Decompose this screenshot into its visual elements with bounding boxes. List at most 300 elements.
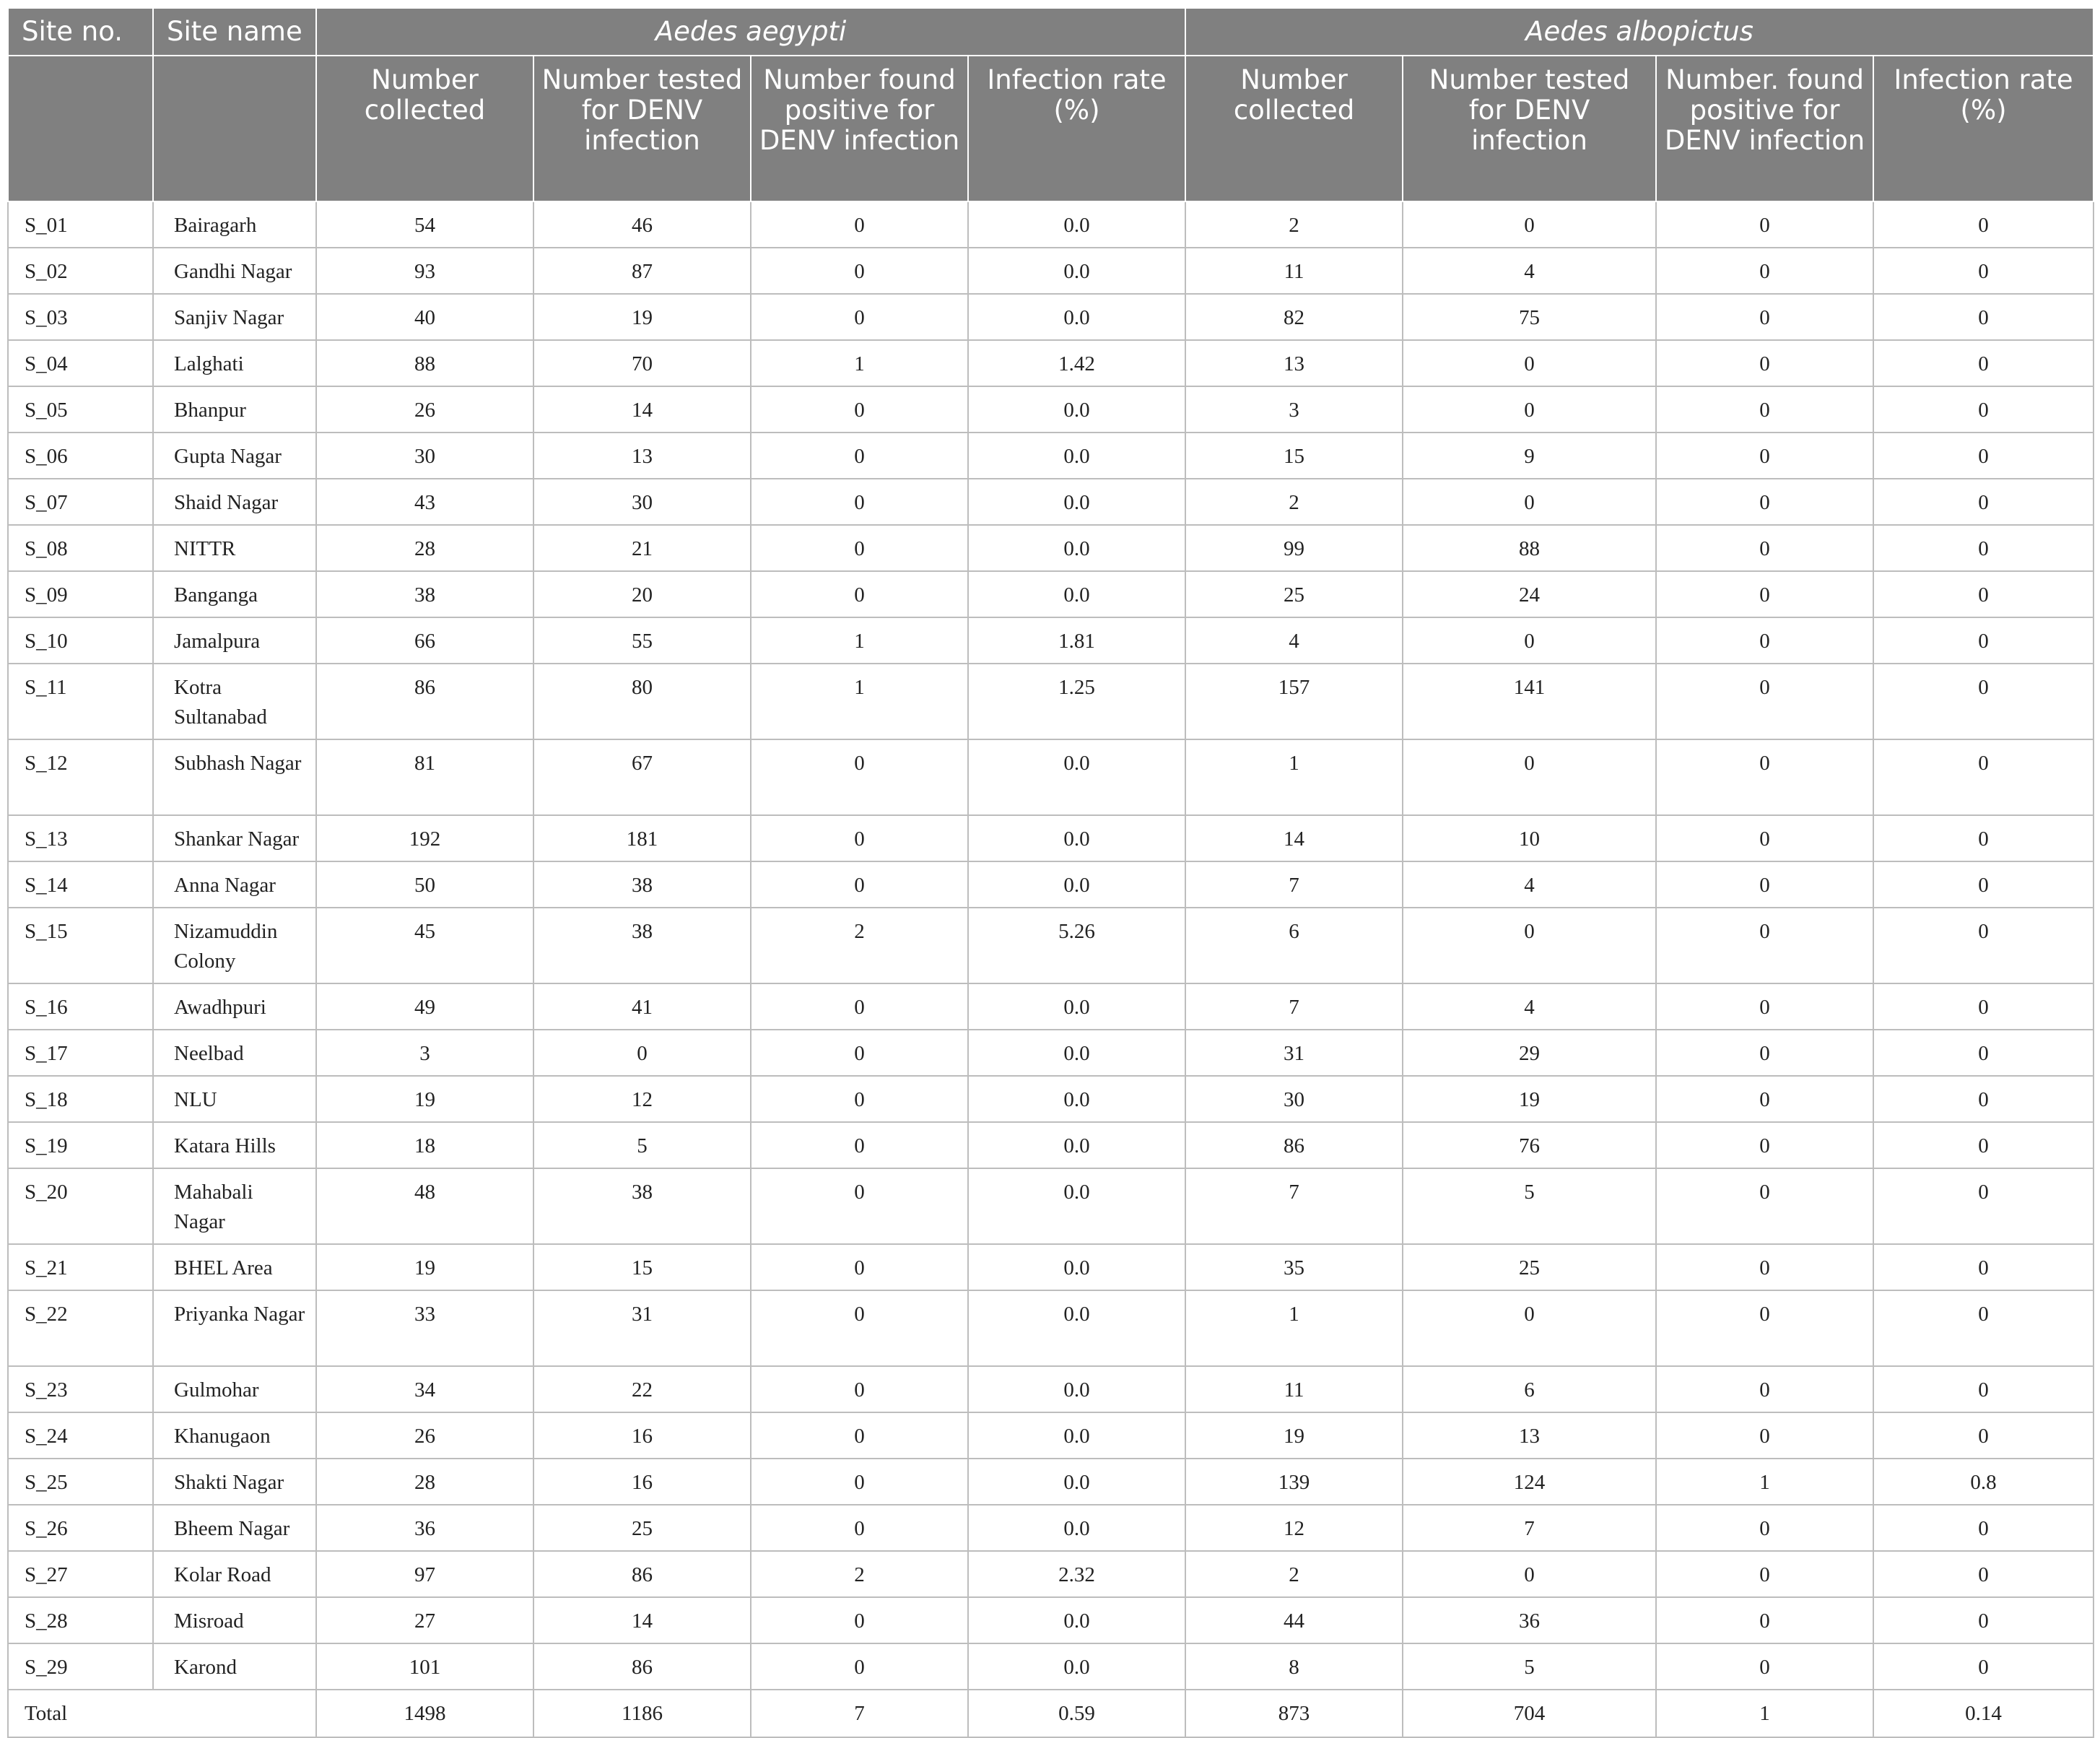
- albopictus-collected-cell: 139: [1185, 1459, 1403, 1505]
- aegypti-collected-cell: 18: [316, 1122, 533, 1168]
- albopictus-rate-cell: 0: [1873, 739, 2094, 815]
- aegypti-collected-cell: 93: [316, 248, 533, 294]
- albopictus-rate-cell: 0: [1873, 908, 2094, 983]
- header-albopictus-rate: Infection rate (%): [1873, 56, 2094, 201]
- albopictus-tested-cell: 0: [1403, 340, 1656, 386]
- aegypti-tested-cell: 13: [533, 433, 751, 479]
- albopictus-collected-cell: 7: [1185, 861, 1403, 908]
- total-label: Total: [8, 1690, 316, 1737]
- aegypti-rate-cell: 0.0: [968, 983, 1185, 1030]
- albopictus-collected-cell: 35: [1185, 1244, 1403, 1290]
- albopictus-tested-cell: 0: [1403, 201, 1656, 248]
- albopictus-rate-cell: 0: [1873, 617, 2094, 664]
- albopictus-positive-cell: 0: [1656, 1643, 1873, 1690]
- site-name-cell: Priyanka Nagar: [153, 1290, 316, 1366]
- albopictus-positive-cell: 0: [1656, 617, 1873, 664]
- aegypti-positive-cell: 0: [751, 433, 968, 479]
- header-blank-site-no: [8, 56, 153, 201]
- aegypti-rate-cell: 0.0: [968, 433, 1185, 479]
- aegypti-tested-cell: 16: [533, 1459, 751, 1505]
- table-row: [8, 739, 2094, 815]
- aegypti-positive-cell: 0: [751, 1290, 968, 1366]
- table-header: [8, 8, 2094, 201]
- aegypti-collected-cell: 66: [316, 617, 533, 664]
- site-no-cell: S_24: [8, 1412, 153, 1459]
- site-no-cell: S_11: [8, 664, 153, 739]
- aegypti-tested-cell: 25: [533, 1505, 751, 1551]
- site-name-cell: Anna Nagar: [153, 861, 316, 908]
- site-name-cell: Shaid Nagar: [153, 479, 316, 525]
- albopictus-tested-cell: 0: [1403, 1290, 1656, 1366]
- aegypti-positive-cell: 0: [751, 1597, 968, 1643]
- header-row-top: [8, 8, 2094, 56]
- aegypti-positive-cell: 1: [751, 617, 968, 664]
- aegypti-tested-cell: 86: [533, 1643, 751, 1690]
- total-cell: 1: [1656, 1690, 1873, 1737]
- table-row: [8, 433, 2094, 479]
- albopictus-collected-cell: 157: [1185, 664, 1403, 739]
- table-row: [8, 1030, 2094, 1076]
- aegypti-positive-cell: 1: [751, 664, 968, 739]
- aegypti-rate-cell: 0.0: [968, 1168, 1185, 1244]
- header-aegypti-tested: Number tested for DENV infection: [533, 56, 751, 201]
- albopictus-rate-cell: 0: [1873, 248, 2094, 294]
- albopictus-tested-cell: 4: [1403, 983, 1656, 1030]
- site-no-cell: S_10: [8, 617, 153, 664]
- aegypti-tested-cell: 14: [533, 386, 751, 433]
- table-row: [8, 617, 2094, 664]
- albopictus-tested-cell: 88: [1403, 525, 1656, 571]
- albopictus-rate-cell: 0.8: [1873, 1459, 2094, 1505]
- site-name-cell: Gandhi Nagar: [153, 248, 316, 294]
- albopictus-rate-cell: 0: [1873, 386, 2094, 433]
- table-row: [8, 983, 2094, 1030]
- site-no-cell: S_15: [8, 908, 153, 983]
- site-no-cell: S_20: [8, 1168, 153, 1244]
- aegypti-collected-cell: 40: [316, 294, 533, 340]
- albopictus-tested-cell: 0: [1403, 386, 1656, 433]
- dengue-infection-table: [7, 7, 2094, 1738]
- site-no-cell: S_16: [8, 983, 153, 1030]
- total-cell: 7: [751, 1690, 968, 1737]
- aegypti-positive-cell: 0: [751, 815, 968, 861]
- albopictus-rate-cell: 0: [1873, 861, 2094, 908]
- site-name-cell: Shakti Nagar: [153, 1459, 316, 1505]
- table-row: [8, 815, 2094, 861]
- albopictus-rate-cell: 0: [1873, 525, 2094, 571]
- site-no-cell: S_06: [8, 433, 153, 479]
- aegypti-positive-cell: 0: [751, 1122, 968, 1168]
- albopictus-tested-cell: 4: [1403, 861, 1656, 908]
- site-no-cell: S_29: [8, 1643, 153, 1690]
- aegypti-collected-cell: 192: [316, 815, 533, 861]
- table-row: [8, 479, 2094, 525]
- aegypti-tested-cell: 5: [533, 1122, 751, 1168]
- albopictus-positive-cell: 0: [1656, 1505, 1873, 1551]
- aegypti-positive-cell: 0: [751, 1076, 968, 1122]
- aegypti-rate-cell: 1.25: [968, 664, 1185, 739]
- albopictus-tested-cell: 19: [1403, 1076, 1656, 1122]
- aegypti-positive-cell: 0: [751, 201, 968, 248]
- aegypti-positive-cell: 0: [751, 1412, 968, 1459]
- albopictus-positive-cell: 0: [1656, 908, 1873, 983]
- total-cell: 0.14: [1873, 1690, 2094, 1737]
- table-row: [8, 1412, 2094, 1459]
- site-no-cell: S_05: [8, 386, 153, 433]
- aegypti-rate-cell: 0.0: [968, 1290, 1185, 1366]
- albopictus-tested-cell: 0: [1403, 479, 1656, 525]
- aegypti-tested-cell: 70: [533, 340, 751, 386]
- albopictus-positive-cell: 0: [1656, 248, 1873, 294]
- aegypti-positive-cell: 0: [751, 479, 968, 525]
- albopictus-collected-cell: 6: [1185, 908, 1403, 983]
- aegypti-positive-cell: 0: [751, 525, 968, 571]
- albopictus-collected-cell: 82: [1185, 294, 1403, 340]
- site-name-cell: Misroad: [153, 1597, 316, 1643]
- site-name-cell: Katara Hills: [153, 1122, 316, 1168]
- aegypti-rate-cell: 0.0: [968, 815, 1185, 861]
- site-name-cell: Neelbad: [153, 1030, 316, 1076]
- table-footer: [8, 1690, 2094, 1737]
- albopictus-rate-cell: 0: [1873, 1290, 2094, 1366]
- site-no-cell: S_17: [8, 1030, 153, 1076]
- albopictus-positive-cell: 0: [1656, 664, 1873, 739]
- albopictus-collected-cell: 4: [1185, 617, 1403, 664]
- site-name-cell: Khanugaon: [153, 1412, 316, 1459]
- table-row: [8, 861, 2094, 908]
- albopictus-rate-cell: 0: [1873, 1597, 2094, 1643]
- aegypti-collected-cell: 54: [316, 201, 533, 248]
- aegypti-rate-cell: 0.0: [968, 1505, 1185, 1551]
- albopictus-positive-cell: 0: [1656, 525, 1873, 571]
- site-name-cell: Lalghati: [153, 340, 316, 386]
- table-row: [8, 201, 2094, 248]
- aegypti-positive-cell: 1: [751, 340, 968, 386]
- aegypti-collected-cell: 26: [316, 386, 533, 433]
- site-no-cell: S_01: [8, 201, 153, 248]
- site-name-cell: Bhanpur: [153, 386, 316, 433]
- aegypti-rate-cell: 0.0: [968, 248, 1185, 294]
- aegypti-positive-cell: 0: [751, 571, 968, 617]
- total-cell: 0.59: [968, 1690, 1185, 1737]
- albopictus-rate-cell: 0: [1873, 294, 2094, 340]
- total-cell: 704: [1403, 1690, 1656, 1737]
- albopictus-positive-cell: 0: [1656, 201, 1873, 248]
- albopictus-collected-cell: 12: [1185, 1505, 1403, 1551]
- aegypti-tested-cell: 30: [533, 479, 751, 525]
- site-no-cell: S_03: [8, 294, 153, 340]
- albopictus-positive-cell: 1: [1656, 1459, 1873, 1505]
- aegypti-tested-cell: 80: [533, 664, 751, 739]
- albopictus-positive-cell: 0: [1656, 294, 1873, 340]
- aegypti-tested-cell: 55: [533, 617, 751, 664]
- header-species-aegypti: Aedes aegypti: [316, 8, 1185, 56]
- aegypti-rate-cell: 0.0: [968, 1412, 1185, 1459]
- total-cell: 873: [1185, 1690, 1403, 1737]
- albopictus-tested-cell: 13: [1403, 1412, 1656, 1459]
- header-albopictus-tested: Number tested for DENV infection: [1403, 56, 1656, 201]
- aegypti-collected-cell: 27: [316, 1597, 533, 1643]
- data-table-container: [7, 7, 2093, 1738]
- site-no-cell: S_04: [8, 340, 153, 386]
- albopictus-rate-cell: 0: [1873, 1168, 2094, 1244]
- site-no-cell: S_12: [8, 739, 153, 815]
- aegypti-positive-cell: 2: [751, 908, 968, 983]
- aegypti-collected-cell: 3: [316, 1030, 533, 1076]
- aegypti-rate-cell: 1.42: [968, 340, 1185, 386]
- table-body: [8, 201, 2094, 1690]
- albopictus-tested-cell: 76: [1403, 1122, 1656, 1168]
- albopictus-collected-cell: 1: [1185, 739, 1403, 815]
- aegypti-rate-cell: 0.0: [968, 479, 1185, 525]
- aegypti-rate-cell: 0.0: [968, 739, 1185, 815]
- aegypti-positive-cell: 0: [751, 386, 968, 433]
- site-name-cell: Nizamuddin Colony: [153, 908, 316, 983]
- albopictus-tested-cell: 29: [1403, 1030, 1656, 1076]
- aegypti-rate-cell: 0.0: [968, 1244, 1185, 1290]
- site-no-cell: S_08: [8, 525, 153, 571]
- aegypti-positive-cell: 0: [751, 1459, 968, 1505]
- site-name-cell: Kotra Sultanabad: [153, 664, 316, 739]
- table-row: [8, 1551, 2094, 1597]
- site-name-cell: Bairagarh: [153, 201, 316, 248]
- albopictus-rate-cell: 0: [1873, 1366, 2094, 1412]
- aegypti-rate-cell: 0.0: [968, 294, 1185, 340]
- site-name-cell: Shankar Nagar: [153, 815, 316, 861]
- site-no-cell: S_14: [8, 861, 153, 908]
- aegypti-tested-cell: 38: [533, 861, 751, 908]
- aegypti-collected-cell: 43: [316, 479, 533, 525]
- albopictus-tested-cell: 6: [1403, 1366, 1656, 1412]
- aegypti-rate-cell: 0.0: [968, 1366, 1185, 1412]
- albopictus-positive-cell: 0: [1656, 1076, 1873, 1122]
- aegypti-collected-cell: 97: [316, 1551, 533, 1597]
- site-name-cell: NLU: [153, 1076, 316, 1122]
- aegypti-collected-cell: 36: [316, 1505, 533, 1551]
- albopictus-collected-cell: 31: [1185, 1030, 1403, 1076]
- site-no-cell: S_07: [8, 479, 153, 525]
- aegypti-collected-cell: 28: [316, 1459, 533, 1505]
- albopictus-tested-cell: 0: [1403, 1551, 1656, 1597]
- albopictus-collected-cell: 2: [1185, 201, 1403, 248]
- site-name-cell: Gulmohar: [153, 1366, 316, 1412]
- aegypti-positive-cell: 0: [751, 248, 968, 294]
- site-name-cell: Karond: [153, 1643, 316, 1690]
- albopictus-positive-cell: 0: [1656, 479, 1873, 525]
- aegypti-collected-cell: 45: [316, 908, 533, 983]
- albopictus-tested-cell: 7: [1403, 1505, 1656, 1551]
- albopictus-collected-cell: 15: [1185, 433, 1403, 479]
- site-name-cell: Awadhpuri: [153, 983, 316, 1030]
- aegypti-collected-cell: 49: [316, 983, 533, 1030]
- aegypti-collected-cell: 86: [316, 664, 533, 739]
- albopictus-positive-cell: 0: [1656, 983, 1873, 1030]
- albopictus-rate-cell: 0: [1873, 1643, 2094, 1690]
- aegypti-rate-cell: 0.0: [968, 1643, 1185, 1690]
- table-row: [8, 1597, 2094, 1643]
- aegypti-positive-cell: 0: [751, 1168, 968, 1244]
- albopictus-collected-cell: 44: [1185, 1597, 1403, 1643]
- albopictus-rate-cell: 0: [1873, 433, 2094, 479]
- albopictus-rate-cell: 0: [1873, 1076, 2094, 1122]
- total-cell: 1498: [316, 1690, 533, 1737]
- aegypti-rate-cell: 0.0: [968, 1030, 1185, 1076]
- header-aegypti-collected: Number collected: [316, 56, 533, 201]
- aegypti-collected-cell: 88: [316, 340, 533, 386]
- site-no-cell: S_19: [8, 1122, 153, 1168]
- aegypti-collected-cell: 81: [316, 739, 533, 815]
- albopictus-tested-cell: 0: [1403, 617, 1656, 664]
- header-aegypti-rate: Infection rate (%): [968, 56, 1185, 201]
- aegypti-collected-cell: 34: [316, 1366, 533, 1412]
- site-name-cell: Mahabali Nagar: [153, 1168, 316, 1244]
- albopictus-collected-cell: 13: [1185, 340, 1403, 386]
- albopictus-tested-cell: 24: [1403, 571, 1656, 617]
- albopictus-rate-cell: 0: [1873, 201, 2094, 248]
- aegypti-collected-cell: 19: [316, 1244, 533, 1290]
- aegypti-tested-cell: 67: [533, 739, 751, 815]
- albopictus-positive-cell: 0: [1656, 1290, 1873, 1366]
- albopictus-rate-cell: 0: [1873, 1505, 2094, 1551]
- albopictus-positive-cell: 0: [1656, 815, 1873, 861]
- albopictus-rate-cell: 0: [1873, 340, 2094, 386]
- aegypti-positive-cell: 0: [751, 294, 968, 340]
- table-row: [8, 664, 2094, 739]
- site-no-cell: S_18: [8, 1076, 153, 1122]
- table-row: [8, 294, 2094, 340]
- albopictus-positive-cell: 0: [1656, 433, 1873, 479]
- albopictus-collected-cell: 2: [1185, 479, 1403, 525]
- site-no-cell: S_09: [8, 571, 153, 617]
- aegypti-tested-cell: 12: [533, 1076, 751, 1122]
- table-row: [8, 248, 2094, 294]
- albopictus-tested-cell: 124: [1403, 1459, 1656, 1505]
- site-name-cell: Banganga: [153, 571, 316, 617]
- aegypti-positive-cell: 2: [751, 1551, 968, 1597]
- table-row: [8, 1168, 2094, 1244]
- albopictus-positive-cell: 0: [1656, 571, 1873, 617]
- header-aegypti-positive: Number found positive for DENV infection: [751, 56, 968, 201]
- albopictus-rate-cell: 0: [1873, 1030, 2094, 1076]
- aegypti-collected-cell: 30: [316, 433, 533, 479]
- total-row: [8, 1690, 2094, 1737]
- aegypti-collected-cell: 26: [316, 1412, 533, 1459]
- aegypti-tested-cell: 19: [533, 294, 751, 340]
- aegypti-collected-cell: 33: [316, 1290, 533, 1366]
- albopictus-positive-cell: 0: [1656, 1122, 1873, 1168]
- site-no-cell: S_28: [8, 1597, 153, 1643]
- site-no-cell: S_27: [8, 1551, 153, 1597]
- table-row: [8, 525, 2094, 571]
- albopictus-tested-cell: 4: [1403, 248, 1656, 294]
- albopictus-tested-cell: 75: [1403, 294, 1656, 340]
- aegypti-tested-cell: 46: [533, 201, 751, 248]
- aegypti-rate-cell: 0.0: [968, 1459, 1185, 1505]
- albopictus-tested-cell: 36: [1403, 1597, 1656, 1643]
- albopictus-positive-cell: 0: [1656, 1030, 1873, 1076]
- albopictus-collected-cell: 7: [1185, 1168, 1403, 1244]
- albopictus-positive-cell: 0: [1656, 1366, 1873, 1412]
- aegypti-positive-cell: 0: [751, 983, 968, 1030]
- albopictus-positive-cell: 0: [1656, 386, 1873, 433]
- aegypti-rate-cell: 5.26: [968, 908, 1185, 983]
- header-row-sub: [8, 56, 2094, 201]
- header-albopictus-positive: Number. found positive for DENV infection: [1656, 56, 1873, 201]
- aegypti-rate-cell: 0.0: [968, 201, 1185, 248]
- total-cell: 1186: [533, 1690, 751, 1737]
- site-name-cell: Subhash Nagar: [153, 739, 316, 815]
- aegypti-tested-cell: 38: [533, 1168, 751, 1244]
- table-row: [8, 1643, 2094, 1690]
- aegypti-positive-cell: 0: [751, 1030, 968, 1076]
- header-albopictus-collected: Number collected: [1185, 56, 1403, 201]
- header-species-albopictus: Aedes albopictus: [1185, 8, 2094, 56]
- site-name-cell: Jamalpura: [153, 617, 316, 664]
- albopictus-positive-cell: 0: [1656, 1244, 1873, 1290]
- albopictus-collected-cell: 19: [1185, 1412, 1403, 1459]
- aegypti-tested-cell: 181: [533, 815, 751, 861]
- aegypti-tested-cell: 31: [533, 1290, 751, 1366]
- albopictus-collected-cell: 7: [1185, 983, 1403, 1030]
- site-no-cell: S_23: [8, 1366, 153, 1412]
- albopictus-positive-cell: 0: [1656, 739, 1873, 815]
- albopictus-tested-cell: 5: [1403, 1168, 1656, 1244]
- site-no-cell: S_25: [8, 1459, 153, 1505]
- table-row: [8, 1459, 2094, 1505]
- table-row: [8, 386, 2094, 433]
- site-name-cell: Bheem Nagar: [153, 1505, 316, 1551]
- aegypti-tested-cell: 0: [533, 1030, 751, 1076]
- table-row: [8, 908, 2094, 983]
- aegypti-rate-cell: 0.0: [968, 525, 1185, 571]
- site-no-cell: S_13: [8, 815, 153, 861]
- albopictus-collected-cell: 11: [1185, 1366, 1403, 1412]
- aegypti-collected-cell: 28: [316, 525, 533, 571]
- header-site-name: Site name: [153, 8, 316, 56]
- albopictus-collected-cell: 86: [1185, 1122, 1403, 1168]
- aegypti-rate-cell: 0.0: [968, 571, 1185, 617]
- header-site-no: Site no.: [8, 8, 153, 56]
- table-row: [8, 1076, 2094, 1122]
- aegypti-rate-cell: 1.81: [968, 617, 1185, 664]
- albopictus-rate-cell: 0: [1873, 664, 2094, 739]
- albopictus-rate-cell: 0: [1873, 983, 2094, 1030]
- albopictus-collected-cell: 11: [1185, 248, 1403, 294]
- aegypti-rate-cell: 0.0: [968, 1597, 1185, 1643]
- albopictus-collected-cell: 3: [1185, 386, 1403, 433]
- albopictus-rate-cell: 0: [1873, 479, 2094, 525]
- aegypti-rate-cell: 0.0: [968, 386, 1185, 433]
- table-row: [8, 1290, 2094, 1366]
- site-name-cell: Kolar Road: [153, 1551, 316, 1597]
- albopictus-tested-cell: 25: [1403, 1244, 1656, 1290]
- albopictus-rate-cell: 0: [1873, 1551, 2094, 1597]
- albopictus-rate-cell: 0: [1873, 1122, 2094, 1168]
- aegypti-positive-cell: 0: [751, 739, 968, 815]
- table-row: [8, 571, 2094, 617]
- aegypti-collected-cell: 48: [316, 1168, 533, 1244]
- site-no-cell: S_21: [8, 1244, 153, 1290]
- aegypti-collected-cell: 101: [316, 1643, 533, 1690]
- albopictus-collected-cell: 25: [1185, 571, 1403, 617]
- albopictus-positive-cell: 0: [1656, 340, 1873, 386]
- albopictus-positive-cell: 0: [1656, 1412, 1873, 1459]
- table-row: [8, 340, 2094, 386]
- aegypti-tested-cell: 86: [533, 1551, 751, 1597]
- table-row: [8, 1244, 2094, 1290]
- aegypti-tested-cell: 14: [533, 1597, 751, 1643]
- albopictus-collected-cell: 99: [1185, 525, 1403, 571]
